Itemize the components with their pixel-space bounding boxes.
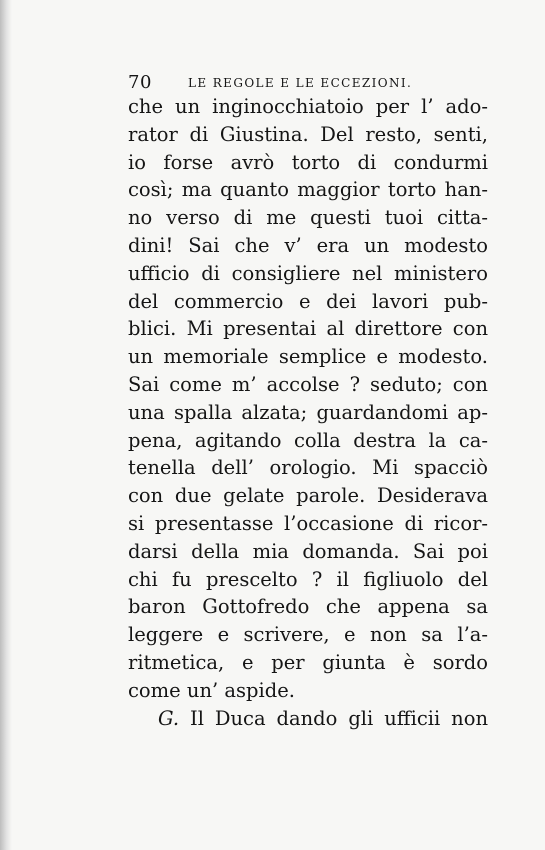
- text-line: blici. Mi presentai al direttore con: [128, 317, 488, 341]
- text-line: ritmetica, e per giunta è sordo: [128, 650, 488, 674]
- text-line: che un inginocchiatoio per l’ ado-: [128, 95, 488, 118]
- text-line: no verso di me questi tuoi citta-: [128, 206, 488, 230]
- running-title: LE REGOLE E LE ECCEZIONI.: [188, 76, 413, 90]
- text-line: ufficio di consigliere nel ministero: [128, 261, 488, 285]
- text-line: tenella dell’ orologio. Mi spacciò: [128, 456, 488, 480]
- text-line: come un’ aspide.: [128, 678, 295, 702]
- page-edge-shadow: [0, 0, 12, 850]
- text-line: una spalla alzata; guardandomi ap-: [128, 400, 488, 424]
- text-line: chi fu prescelto ? il figliuolo del: [128, 567, 488, 591]
- text-line: rator di Giustina. Del resto, senti,: [128, 122, 488, 146]
- text-line: leggere e scrivere, e non sa l’a-: [128, 623, 488, 647]
- dialogue-line: [128, 705, 488, 733]
- text-line: del commercio e dei lavori pub-: [128, 289, 488, 313]
- dialogue-text: Il Duca dando gli ufficii non: [190, 706, 489, 730]
- text-line: darsi della mia domanda. Sai poi: [128, 539, 488, 563]
- text-line: Sai come m’ accolse ? seduto; con: [128, 372, 488, 396]
- body-text: [128, 93, 488, 732]
- text-line: pena, agitando colla destra la ca-: [128, 428, 488, 452]
- text-line: si presentasse l’occasione di ricor-: [128, 511, 488, 535]
- text-line: dini! Sai che v’ era un modesto: [128, 233, 488, 257]
- text-line: con due gelate parole. Desiderava: [128, 484, 488, 508]
- text-line: io forse avrò torto di condurmi: [128, 150, 488, 174]
- text-line: un memoriale semplice e modesto.: [128, 345, 488, 369]
- running-head: [128, 72, 488, 94]
- text-line: così; ma quanto maggior torto han-: [128, 178, 488, 202]
- speaker-label: G.: [158, 706, 180, 730]
- page-number: 70: [128, 72, 152, 93]
- text-line: baron Gottofredo che appena sa: [128, 595, 488, 619]
